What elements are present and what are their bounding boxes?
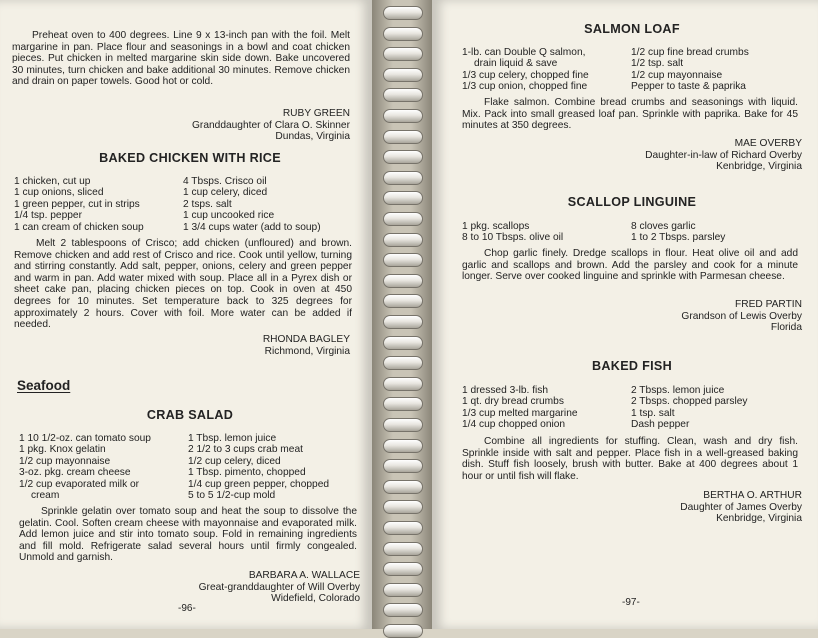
binding-ring — [383, 315, 423, 329]
ingredient: 3-oz. pkg. cream cheese — [19, 467, 131, 479]
ingredients-column-left — [14, 176, 144, 233]
binding-ring — [383, 377, 423, 391]
signature-relation: Daughter of James Overby — [680, 501, 802, 513]
ingredient: 1/3 cup melted margarine — [462, 407, 578, 419]
ingredients-column-right — [631, 221, 725, 244]
signature-relation: Daughter-in-law of Richard Overby — [645, 149, 802, 161]
ingredient: 1/2 cup mayonnaise — [19, 455, 111, 467]
signature-name: FRED PARTIN — [735, 299, 802, 310]
ingredient: 1/2 cup evaporated milk or — [19, 478, 140, 490]
ingredient: 1/3 cup onion, chopped fine — [462, 81, 588, 93]
ingredient: 1 3/4 cups water (add to soup) — [183, 221, 321, 233]
binding-ring — [383, 356, 423, 370]
ingredient: drain liquid & save — [474, 58, 558, 70]
binding-ring — [383, 294, 423, 308]
ingredient: 1/4 cup chopped onion — [462, 419, 566, 431]
signature-name: RHONDA BAGLEY — [262, 334, 350, 345]
recipe-title: SCALLOP LINGUINE — [567, 195, 697, 209]
ingredients-column-right — [631, 385, 747, 431]
ingredient: Dash pepper — [631, 419, 690, 431]
signature-name: RUBY GREEN — [282, 108, 350, 119]
ingredient: 1 10 1/2-oz. can tomato soup — [19, 433, 151, 444]
ingredient: 1/4 cup green pepper, chopped — [188, 478, 330, 490]
ingredient: 1 qt. dry bread crumbs — [462, 396, 564, 408]
signature-relation: Granddaughter of Clara O. Skinner — [192, 119, 350, 131]
binding-ring — [383, 150, 423, 164]
page-number: -97- — [622, 597, 640, 608]
signature-location: Kenbridge, Virginia — [716, 513, 802, 525]
page-number: -96- — [178, 603, 196, 614]
recipe-signature — [681, 299, 802, 334]
ingredients-column-right — [183, 176, 321, 233]
ingredient: 1/2 cup celery, diced — [188, 455, 281, 467]
signature-location: Florida — [770, 322, 802, 334]
binding-ring — [383, 109, 423, 123]
binding-ring — [383, 6, 423, 20]
left-page — [0, 0, 372, 629]
signature-relation: Great-granddaughter of Will Overby — [198, 581, 360, 593]
ingredient: 2 Tbsps. lemon juice — [631, 385, 725, 396]
recipe-title: BAKED CHICKEN WITH RICE — [99, 151, 281, 165]
recipe-signature — [680, 490, 802, 525]
recipe-title: CRAB SALAD — [146, 408, 234, 422]
section-heading: Seafood — [17, 378, 71, 393]
binding-ring — [383, 27, 423, 41]
signature-name: MAE OVERBY — [734, 138, 802, 149]
ingredient: 1/3 cup celery, chopped fine — [462, 69, 589, 81]
ingredient: 1/2 tsp. salt — [631, 58, 684, 70]
recipe-directions: Combine all ingredients for stuffing. Clean, wash and dry fish. Sprinkle inside with salt and pepper. Place fish in a well-greased baking dish. Stuff fish loosely, brush with butter. Bake at 400 degrees about 1 hour or until fish will flake. — [462, 436, 798, 482]
binding-ring — [383, 88, 423, 102]
binding-ring — [383, 47, 423, 61]
ingredient: 2 Tbsps. chopped parsley — [631, 396, 748, 408]
binding-ring — [383, 500, 423, 514]
ingredients-column-right — [631, 47, 749, 93]
ingredients-column-right — [188, 433, 329, 501]
recipe-signature — [199, 570, 360, 605]
ingredient: 1 Tbsp. lemon juice — [188, 433, 277, 444]
recipe-directions: Flake salmon. Combine bread crumbs and seasonings with liquid. Mix. Pack into small greased loaf pan. Sprinkle with paprika. Bake for 45 minutes at 350 degrees. — [462, 97, 798, 132]
binding-ring — [383, 336, 423, 350]
binding-ring — [383, 253, 423, 267]
ingredient: 1 green pepper, cut in strips — [14, 198, 140, 210]
signature-location: Widefield, Colorado — [271, 593, 360, 605]
ingredient: 1/4 tsp. pepper — [14, 210, 82, 222]
ingredient: 1 pkg. Knox gelatin — [19, 444, 106, 456]
ingredient: 1-lb. can Double Q salmon, — [462, 47, 586, 58]
ingredient: 1 pkg. scallops — [462, 221, 530, 232]
signature-name: BARBARA A. WALLACE — [248, 570, 360, 581]
recipe-signature — [645, 138, 802, 173]
binding-ring — [383, 233, 423, 247]
ingredient: 1 dressed 3-lb. fish — [462, 385, 549, 396]
ingredients-column-left — [19, 433, 151, 501]
recipe-title: BAKED FISH — [592, 359, 672, 373]
ingredient: cream — [31, 490, 60, 502]
ingredient: 1 chicken, cut up — [14, 176, 91, 187]
ingredient: 1 cup onions, sliced — [14, 187, 104, 199]
ingredient: 1/2 cup fine bread crumbs — [631, 47, 749, 58]
ingredient: 1 cup celery, diced — [183, 187, 268, 199]
ingredient: 5 to 5 1/2-cup mold — [188, 490, 276, 502]
ingredient: 1 tsp. salt — [631, 407, 675, 419]
binding-ring — [383, 130, 423, 144]
binding-ring — [383, 583, 423, 597]
ingredients-column-left — [462, 47, 589, 93]
binding-ring — [383, 542, 423, 556]
signature-location: Dundas, Virginia — [275, 131, 350, 143]
ingredients-column-left — [462, 385, 578, 431]
ingredient: 1/2 cup mayonnaise — [631, 69, 723, 81]
binding-ring — [383, 212, 423, 226]
binding-ring — [383, 191, 423, 205]
binding-ring — [383, 68, 423, 82]
ingredient: 1 can cream of chicken soup — [14, 221, 144, 233]
recipe-directions: Sprinkle gelatin over tomato soup and heat the soup to dissolve the gelatin. Cool. Soften cream cheese with mayonnaise and evaporated milk. Add lemon juice and stir into tomato soup. Fold in remaining ingredients and fill mold. Refrigerate salad several hours until firmly congealed. Unmold and garnish. — [19, 506, 357, 564]
ingredient: 2 1/2 to 3 cups crab meat — [188, 444, 303, 456]
binding-ring — [383, 274, 423, 288]
binding-ring — [383, 397, 423, 411]
ingredient: 8 to 10 Tbsps. olive oil — [462, 232, 564, 244]
recipe-signature — [263, 334, 350, 357]
signature-name: BERTHA O. ARTHUR — [703, 490, 802, 501]
intro-directions: Preheat oven to 400 degrees. Line 9 x 13-inch pan with the foil. Melt margarine in pan. Place flour and seasonings in a bowl and coat chicken pieces. Put chicken in melted margarine skin side down. Bake uncovered 30 minutes, turn chicken and bake additional 30 minutes. Remove chicken and drain on paper towels. Good hot or cold. — [12, 30, 350, 88]
binding-ring — [383, 171, 423, 185]
recipe-directions: Melt 2 tablespoons of Crisco; add chicken (unfloured) and brown. Remove chicken and add rest of Crisco and rice. Cook until yellow, turning and stirring constantly. Add salt, pepper, onions, celery and green pepper and warm in pan. Add water mixed with soup. Place all in a Pyrex dish or sheet cake pan, placing chicken pieces on top. Cook in oven at 450 degrees for 10 minutes. Set temperature back to 325 degrees for approximately 2 hours. Cover with foil. More water can be added if needed. — [14, 238, 352, 331]
ingredient: 1 Tbsp. pimento, chopped — [188, 467, 306, 479]
recipe-directions: Chop garlic finely. Dredge scallops in flour. Heat olive oil and add garlic and scallops and brown. Add the parsley and cook for a minute longer. Serve over cooked linguine and sprinkle with Parmesan cheese. — [462, 248, 798, 283]
ingredient: 2 tsps. salt — [183, 198, 232, 210]
ingredient: 4 Tbsps. Crisco oil — [183, 176, 267, 187]
binding-ring — [383, 439, 423, 453]
ingredient: 8 cloves garlic — [631, 221, 696, 232]
signature-relation: Grandson of Lewis Overby — [681, 310, 802, 322]
ingredient: 1 cup uncooked rice — [183, 210, 275, 222]
binding-ring — [383, 418, 423, 432]
signature-location: Kenbridge, Virginia — [716, 161, 802, 173]
binding-ring — [383, 480, 423, 494]
recipe-title: SALMON LOAF — [584, 22, 680, 36]
intro-signature — [192, 108, 350, 143]
ingredients-column-left — [462, 221, 563, 244]
binding-ring — [383, 562, 423, 576]
ingredient: 1 to 2 Tbsps. parsley — [631, 232, 726, 244]
binding-ring — [383, 603, 423, 617]
ingredient: Pepper to taste & paprika — [631, 81, 746, 93]
binding-ring — [383, 624, 423, 638]
right-page — [432, 0, 818, 629]
binding-ring — [383, 521, 423, 535]
signature-location: Richmond, Virginia — [264, 345, 350, 357]
binding-ring — [383, 459, 423, 473]
